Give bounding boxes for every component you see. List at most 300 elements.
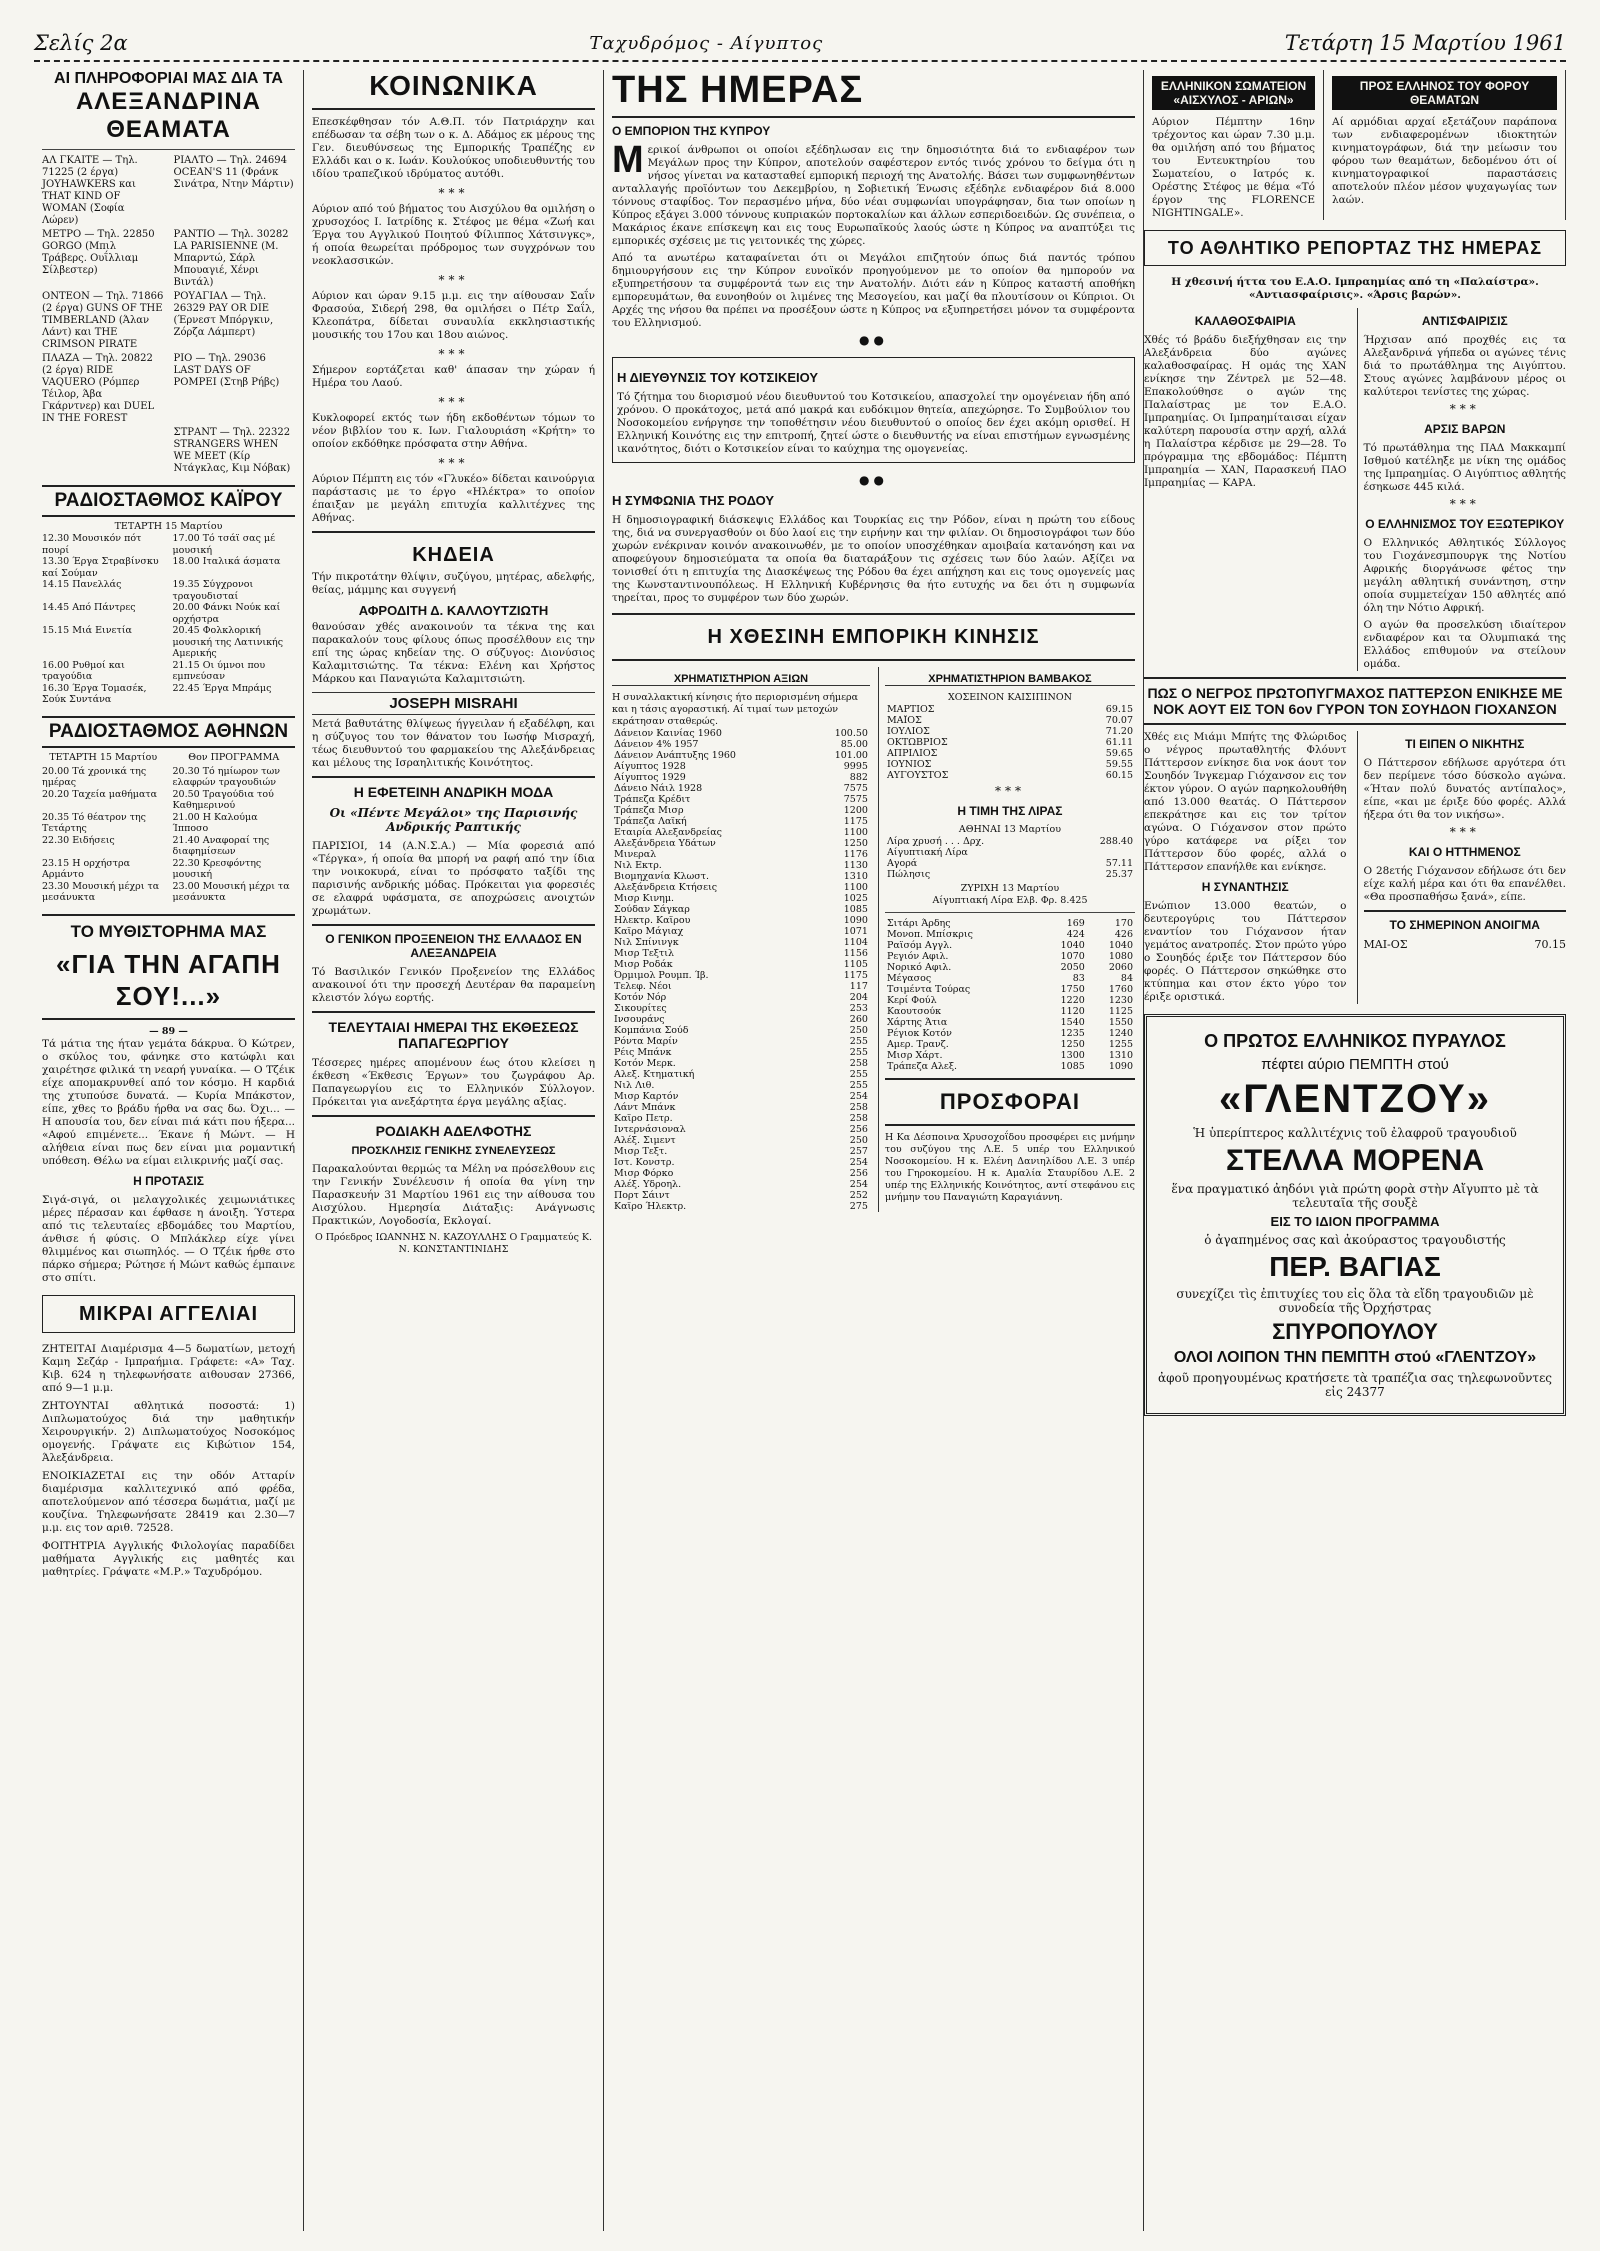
share-row <box>885 1017 1135 1028</box>
price-value: 1156 <box>843 948 868 959</box>
price-label: Αγορά <box>886 858 918 869</box>
price-label: Δάνειον Ανάπτυξης 1960 <box>614 750 736 761</box>
fashion-title: Η ΕΦΕΤΕΙΝΗ ΑΝΔΡΙΚΗ ΜΟΔΑ <box>353 784 554 800</box>
radio-cairo-date: ΤΕΤΑΡΤΗ 15 Μαρτίου <box>114 521 223 532</box>
lira-title: Η ΤΙΜΗ ΤΗΣ ΛΙΡΑΣ <box>957 804 1063 818</box>
cinema-listing: ΜΕΤΡΟ — Τηλ. 22850 GORGO (Μπιλ Τράβερς. Ουΐλλιαμ Σίλβεστερ) <box>42 229 155 276</box>
ad-line-2: πέφτει αύριο ΠΕΜΠΤΗ στού <box>1261 1056 1449 1073</box>
exhibit-title: ΤΕΛΕΥΤΑΙΑΙ ΗΜΕΡΑΙ ΤΗΣ ΕΚΘΕΣΕΩΣ ΠΑΠΑΓΕΩΡΓΙΟΥ <box>328 1019 579 1051</box>
price-label: Πώλησις <box>886 869 931 880</box>
stock-row <box>612 1157 870 1168</box>
price-label: Μονοπ. Μπίσκρις <box>886 929 973 940</box>
lira-row <box>885 847 1135 858</box>
price-label: Καουτσούκ <box>886 1006 942 1017</box>
social-item: Αύριον από τού βήματος του Αισχύλου θα ομιλήση ο χρυσοχόος Ι. Ιατρίδης κ. Στέφος με θέμα «Ζωή και Έργα του Αγγλικού Ποιητού Φίλιππος Χάτσινγκς», ή οποία θεωρείται πρόδρομος των συγχρόνων του νεοκλασσικών. <box>312 203 595 267</box>
tennis-text: Ήρχισαν από προχθές εις τα Αλεξανδρινά γήπεδα οι αγώνες τένις διά το πρωτάθλημα της Αιγύπτου. Στους αγώνες λαμβάνουν μέρος οι καλύτεροι τενίστες της χώρας. <box>1363 334 1566 398</box>
price-value: 1176 <box>843 849 868 860</box>
novel-text-2: Σιγά-σιγά, οι μελαγχολικές χειμωνιάτικες μέρες πέρασαν και έφθασε η άνοιξη. Ύστερα από τις τελευταίες εβδομάδες του Μαρτίου, άνθισε ή φύσις. Ο Μπλάκλερ είχε γίνει θλιμμένος και σιωπηλός. — Ο Τζέικ ήρθε στο πάρκο σήμερα; Ρώτησε ή Μώντ καθώς έμπαινε στο σπίτι. <box>42 1193 295 1284</box>
price-label: Ιστ. Κονστρ. <box>614 1157 675 1168</box>
price-label: Ιντερνάσιοναλ <box>614 1124 686 1135</box>
price-value: 71.20 <box>1105 726 1133 737</box>
novel-label: ΤΟ ΜΥΘΙΣΤΟΡΗΜΑ ΜΑΣ <box>70 921 267 941</box>
lira-row <box>885 869 1135 880</box>
price-value: 101.00 <box>834 750 868 761</box>
price-label: Βιομηχανία Κλωστ. <box>614 871 710 882</box>
price-label: Νιλ Λιθ. <box>614 1080 655 1091</box>
ad-line-6: ὁ ἀγαπημένος σας καὶ ἀκούραστος τραγουδιστής <box>1204 1233 1506 1247</box>
price-value: 1255 <box>1108 1039 1133 1050</box>
price-label: Λάντ Μπάνκ <box>614 1102 676 1113</box>
price-label: Μινεραλ <box>614 849 657 860</box>
price-label: Λίρα χρυσή . . . Δρχ. <box>886 836 985 847</box>
stock-intro: Η συναλλακτική κίνησις ήτο περιορισμένη σήμερα και η τάσις αγοραστική. Αί τιμαί των μετοχών εκράτησαν σταθερώς. <box>612 692 858 727</box>
social-item: Αύριον Πέμπτη εις τόν «Γλυκέο» δίδεται καινούργια παράστασις με το έργο «Ηλέκτρα» το οποίον έπαιξαν με μεγάλη επιτυχία καλλιτέχνες της Αθήνας. <box>312 473 595 524</box>
price-value: 1085 <box>843 904 868 915</box>
newspaper-name: Ταχυδρόμος - Αίγυπτος <box>589 32 824 54</box>
price-value: 1250 <box>843 838 868 849</box>
issue-date: Τετάρτη 15 Μαρτίου 1961 <box>1284 31 1566 55</box>
stock-row <box>612 783 870 794</box>
stock-row <box>612 1025 870 1036</box>
stock-row <box>612 1168 870 1179</box>
stock-row <box>612 816 870 827</box>
cinema-listing <box>42 427 164 475</box>
price-label: Μέγασος <box>886 973 932 984</box>
stock-row <box>612 926 870 937</box>
price-label: Καϊρο Ήλεκτρ. <box>614 1201 687 1212</box>
price-value: 57.11 <box>1105 858 1133 869</box>
funeral-title: ΚΗΔΕΙΑ <box>412 544 495 566</box>
society-text: Αύριον Πέμπτην 16ην τρέχοντος και ώραν 7.30 μ.μ. θα ομιλήση από του βήματος του Εντευκτηρίου του Σωματείου, ο Ιατρός κ. Ορέστης Στέφος με θέμα «Τό έργον της FLORENCE NIGHTINGALE». <box>1152 116 1315 219</box>
loser-text: Ο 28ετής Γιόχανσον εδήλωσε ότι δεν είχε καλή μέρα και ότι θα επανέλθει. «Θα προσπαθήσω ξανά», είπε. <box>1363 865 1566 903</box>
cinema-listing: ΡΙΟ — Τηλ. 29036 LAST DAYS OF POMPEI (Στηβ Ρήβς) <box>173 353 280 388</box>
stock-row <box>612 948 870 959</box>
price-label: Αμερ. Τρανζ. <box>886 1039 949 1050</box>
price-value: 1250 <box>1060 1039 1085 1050</box>
price-label: Σικουρίτες <box>614 1003 667 1014</box>
page-number: Σελίς 2α <box>34 31 128 55</box>
price-value: 257 <box>849 1146 868 1157</box>
stock-row <box>612 882 870 893</box>
classifieds-list <box>42 1343 295 1579</box>
price-value: 252 <box>849 1190 868 1201</box>
price-value: 204 <box>849 992 868 1003</box>
price-value: 59.65 <box>1105 748 1133 759</box>
stock-row <box>612 761 870 772</box>
ad-line-4: ἕνα πραγματικό ἀηδόνι γιὰ πρώτη φορὰ στὴν Αἴγυπτο μὲ τὰ τελευταῖα τῆς σουξὲ <box>1171 1182 1539 1210</box>
ad-orchestra: ΣΠΥΡΟΠΟΥΛΟΥ <box>1272 1319 1438 1344</box>
cotton-row <box>885 737 1135 748</box>
price-value: 84 <box>1120 973 1133 984</box>
share-row <box>885 1039 1135 1050</box>
price-value: 169 <box>1066 918 1085 929</box>
masthead <box>34 30 1566 62</box>
rhodes-text: Η δημοσιογραφική διάσκεψις Ελλάδος και Τουρκίας εις την Ρόδον, είναι η πρώτη του είδους της, διά να συνεργασθούν οι δύο λαοί εις την ειρήνην και την φιλίαν. Οι δημοσιογράφοι των δύο χωρών ενέκριναν κοινόν ανακοινωθέν, με το οποίον υποσχέθηκαν αμοιβαία κατανόηση και να αποφεύγουν δημοσιεύματα τα οποία θα διαταράξουν τις σχέσεις των δύο λαών. Αξίζει να τονισθεί ότι η επιτυχία της Διασκέψεως της Ρόδου θα έχει απήχηση και εις τους ομογενείς μας της Κωνσταντινουπόλεως. Η Ελληνική Κυβέρνησις θα ήτο ευτυχής να δει ότι η συμφωνία τηρείται, προς το συμφέρον των δύο χωρών. <box>612 514 1135 604</box>
stock-row <box>612 1124 870 1135</box>
price-value: 1550 <box>1108 1017 1133 1028</box>
ad-line-7: συνεχίζει τὶς ἐπιτυχίες του εἰς ὅλα τὰ εἴδη τραγουδιῶν μὲ συνοδεία τῆς Ὀρχήστρας <box>1176 1287 1534 1315</box>
price-value: 258 <box>849 1058 868 1069</box>
opening-month: ΜΑΙ-ΟΣ <box>1363 938 1408 951</box>
radio-program: 20.35 Τό θέατρον της Τετάρτης <box>42 811 146 834</box>
price-value: 275 <box>849 1201 868 1212</box>
opening-row <box>1364 938 1567 951</box>
cyprus-text-2: Από τα ανωτέρω καταφαίνεται ότι οι Μεγάλοι επιζητούν όπως διά παντός τρόπου δημιουργήσουν εις την Κύπρον ευνοϊκόν προηγούμενον με το οποίον θα ημπορούν να εξυπηρετήσουν τα συμφέροντά των εις την Ανατολήν. Διότι εάν η Κύπρος καταστή αποθήκη εμπορευμάτων, θα ευνοηθούν οι λιμένες της Μεσογείου, και μαζί θα πλουτίσουν οι Κύπριοι. Οι Αρχές της νήσου θα πρέπει να προσέξουν ώστε η Κύπρος να εξυπηρετήσει μόνον τα συμφέροντα του Ελληνισμού. <box>612 252 1135 329</box>
price-label: Σούδαν Σάγκαρ <box>614 904 690 915</box>
cinema-listings <box>42 155 295 475</box>
price-label: Ρόντα Μαρίν <box>614 1036 678 1047</box>
radio-program: 20.50 Τραγούδια τού Καθημερινού <box>172 788 274 811</box>
price-value: 1090 <box>1108 1061 1133 1072</box>
share-row <box>885 973 1135 984</box>
price-value: 1310 <box>1108 1050 1133 1061</box>
stock-row <box>612 992 870 1003</box>
radio-athens-header: Θον ΠΡΟΓΡΑΜΜΑ <box>188 751 280 763</box>
stock-row <box>612 871 870 882</box>
ad-line-3: Ἡ ὑπερίπτερος καλλιτέχνις τοῦ ἐλαφροῦ τραγουδιοῦ <box>1193 1126 1517 1140</box>
radio-program: 14.45 Από Πάντρες <box>42 602 136 613</box>
price-label: ΑΠΡΙΛΙΟΣ <box>886 748 938 759</box>
cotton-block: ΧΡΗΜΑΤΙΣΤΗΡΙΟΝ ΒΑΜΒΑΚΟΣ ΧΟΣΕΙΝΟΝ ΚΑΙΣΙΠΙΝΟΝ ΜΑΡΤΙΟΣ 69.15 ΜΑΪΟΣ 70.07 ΙΟΥΛΙΟΣ 71.20 ΟΚΤΩΒΡΙΟΣ 61.11 ΑΠΡΙΛΙΟΣ 59.65 ΙΟΥΝΙΟΣ 59.55 ΑΥΓΟΥΣΤΟΣ 60.15 *** Η ΤΙΜΗ ΤΗΣ ΛΙΡΑΣ ΑΘΗΝΑΙ 13 Μαρτίου Λίρα χρυσή . . . Δρχ. 288.40 Αίγυπτιακή Λίρα Αγορά 57.11 Πώλησις 25.37 ΖΥΡΙΧΗ 13 Μαρτίου Αίγυπτιακή Λίρα Ελβ. Φρ. 8.425 Σιτάρι Άρδης 169 170 Μονοπ. Μπίσκρις 424 426 Ραϊσόμ Αγγλ. 1040 1040 Ρεγιόν Αφιλ. 1070 1080 Νορικό Αφιλ. 2050 2060 Μέγασος 83 84 Τσιμέντα Τούρας 1750 1760 Κερί Φούλ 1220 1230 Καουτσούκ 1120 1125 Χάρτης Άτια 1540 1550 Ρέγιοκ Κοτόν 1235 1240 Αμερ. Τρανζ. 1250 1255 Μισρ Χάρτ. 1300 1310 Τράπεζα Αλεξ. 1085 1090 ΠΡΟΣΦΟΡΑΙ Η Κα Δέσποινα Χρυσοχοΐδου προσφέρει εις μνήμην του συζύγου της Λ.Ε. 5 υπέρ του Ελληνικού Νοσοκομείου. Η κ. Ελένη Δανιηλίδου Λ.Ε. 3 υπέρ του Γηροκομείου. Η κ. Αμαλία Σταυρίδου Λ.Ε. 2 υπέρ της Ελληνικής Κοινότητος, αντί στεφάνου εις μνήμην του Παναγιώτη Καραγιάννη. <box>878 667 1135 1212</box>
price-value: 7575 <box>843 794 868 805</box>
price-label: Δάνειον Καινίας 1960 <box>614 728 722 739</box>
radio-athens-date: ΤΕΤΑΡΤΗ 15 Μαρτίου <box>49 751 158 763</box>
column-1 <box>34 70 304 2231</box>
ad-venue: «ΓΛΕΝΤΖΟΥ» <box>1219 1077 1491 1121</box>
stock-row <box>612 1003 870 1014</box>
ad-line-1: Ο ΠΡΩΤΟΣ ΕΛΛΗΝΙΚΟΣ ΠΥΡΑΥΛΟΣ <box>1204 1031 1506 1051</box>
stock-row <box>612 838 870 849</box>
price-value: 1175 <box>843 970 868 981</box>
column-2 <box>304 70 604 2231</box>
shares-table <box>885 918 1135 1072</box>
classifieds-title: ΜΙΚΡΑΙ ΑΓΓΕΛΙΑΙ <box>78 1302 259 1325</box>
price-value: 1760 <box>1108 984 1133 995</box>
lira-row <box>885 836 1135 847</box>
radio-program: 20.00 Τά χρονικά της ημέρας <box>42 765 147 788</box>
radio-program: 12.30 Μουσικόν πότ πουρί <box>42 533 142 556</box>
radio-program: 16.30 Έργα Τομασέκ, Σούκ Συντάνα <box>42 682 147 705</box>
price-label: Κοτόν Νόρ <box>614 992 667 1003</box>
price-value: 254 <box>849 1157 868 1168</box>
stock-row <box>612 937 870 948</box>
price-value: 1220 <box>1060 995 1085 1006</box>
zurich-rate: Αίγυπτιακή Λίρα Ελβ. Φρ. 8.425 <box>932 895 1088 906</box>
advertisement <box>1144 1014 1566 1416</box>
price-value: 85.00 <box>840 739 868 750</box>
zurich-date: ΖΥΡΙΧΗ 13 Μαρτίου <box>960 883 1060 894</box>
share-row <box>885 918 1135 929</box>
cotton-row <box>885 759 1135 770</box>
price-label: Όρμιμολ Ρουμπ. Ίβ. <box>614 970 709 981</box>
columns <box>34 70 1566 2231</box>
abroad-title: Ο ΕΛΛΗΝΙΣΜΟΣ ΤΟΥ ΕΞΩΤΕΡΙΚΟΥ <box>1365 517 1565 531</box>
price-label: Μισρ Ροδάκ <box>614 959 673 970</box>
stock-row <box>612 981 870 992</box>
price-value: 258 <box>849 1102 868 1113</box>
price-label: Σιτάρι Άρδης <box>886 918 951 929</box>
cyprus-title: Ο ΕΜΠΟΡΙΟΝ ΤΗΣ ΚΥΠΡΟΥ <box>612 124 771 138</box>
stock-row <box>612 1014 870 1025</box>
society-title: ΕΛΛΗΝΙΚΟΝ ΣΩΜΑΤΕΙΟΝ «ΑΙΣΧΥΛΟΣ - ΑΡΙΩΝ» <box>1152 76 1315 110</box>
cinema-listing: ΡΑΝΤΙΟ — Τηλ. 30282 LA PARISIENNE (Μ. Μπαρντώ, Σάρλ Μπουαγιέ, Χένρι Βιντάλ) <box>173 229 289 288</box>
price-value: 288.40 <box>1099 836 1133 847</box>
price-label: Αλεξάνδρεια Κτήσεις <box>614 882 718 893</box>
price-label: ΑΥΓΟΥΣΤΟΣ <box>886 770 949 781</box>
ad-line-9: ἀφοῦ προηγουμένως κρατήσετε τὰ τραπέζια σας τηλεφωνοῦντες εἰς 24377 <box>1157 1371 1553 1399</box>
stock-row <box>612 1080 870 1091</box>
cyprus-text: Μερικοί άνθρωποι οι οποίοι εξέδηλωσαν εις την δημοσιότητα διά το ενδιαφέρον των Μεγάλων προς την Κύπρον, αποτελούν σαφέστερον εντός τινός χρόνου το δείγμα ότι η νήσος γίνεται να κατασταθεί εμπορική περιοχή της Ανατολής. Βάσει των συμφωνηθέντων ανταλλαγής προϊόντων του Δεκεμβρίου, η Σοβιετική Ένωσις εξέδηλε ενδιαφέρον διά 8.000 τόννους σταφίδος. Τον περασμένο μήνα, δύο νέαι συμφωνίαι υπογράφησαν, δια των οποίων η Κύπρος εξάγει 3.000 τόννους κυπριακών πορτοκαλίων και άλλων εσπεριδοειδών. Ως συνέπεια, ο Μακάριος έκανε επίσκεψη και εις τους Ευρωπαϊκούς λαούς ώστε η Κύπρος να αναπτύξει τις εμπορικές σχέσεις με τις γειτονικές της χώρες. <box>612 139 1135 247</box>
price-value: 250 <box>849 1025 868 1036</box>
cotton-header: ΧΟΣΕΙΝΟΝ ΚΑΙΣΙΠΙΝΟΝ <box>947 692 1072 703</box>
price-label: Κομπάνια Σούδ <box>614 1025 689 1036</box>
stock-row <box>612 827 870 838</box>
price-value: 1100 <box>843 882 868 893</box>
tennis-title: ΑΝΤΙΣΦΑΙΡΙΣΙΣ <box>1421 314 1508 328</box>
winner-title: ΤΙ ΕΙΠΕΝ Ο ΝΙΚΗΤΗΣ <box>1405 737 1525 751</box>
cinema-listing: ΡΟΥΑΓΙΑΛ — Τηλ. 26329 PAY OR DIE (Έρνεστ Μπόργκιν, Ζόρζα Λάμπερτ) <box>173 291 274 338</box>
lira-date: ΑΘΗΝΑΙ 13 Μαρτίου <box>958 824 1062 835</box>
share-row <box>885 1028 1135 1039</box>
price-value: 1540 <box>1060 1017 1085 1028</box>
price-label: Αίγυπτος 1928 <box>614 761 686 772</box>
price-value: 1100 <box>843 827 868 838</box>
cotton-row <box>885 726 1135 737</box>
sports-title: ΤΟ ΑΘΛΗΤΙΚΟ ΡΕΠΟΡΤΑΖ ΤΗΣ ΗΜΕΡΑΣ <box>1167 238 1543 258</box>
stock-row <box>612 1190 870 1201</box>
price-label: Κερί Φούλ <box>886 995 937 1006</box>
cotton-row <box>885 704 1135 715</box>
ad-line-5: ΕΙΣ ΤΟ ΙΔΙΟΝ ΠΡΟΓΡΑΜΜΑ <box>1270 1214 1440 1229</box>
loser-title: ΚΑΙ Ο ΗΤΤΗΜΕΝΟΣ <box>1408 845 1521 859</box>
stock-row <box>612 1135 870 1146</box>
market-title: Η ΧΘΕΣΙΝΗ ΕΜΠΟΡΙΚΗ ΚΙΝΗΣΙΣ <box>707 626 1040 648</box>
stock-table <box>612 728 870 1212</box>
price-label: Τράπεζα Λαϊκή <box>614 816 687 827</box>
price-value: 424 <box>1066 929 1085 940</box>
stock-row <box>612 1091 870 1102</box>
kotsikeio-title: Η ΔΙΕΥΘΥΝΣΙΣ ΤΟΥ ΚΟΤΣΙΚΕΙΟΥ <box>617 370 819 385</box>
price-label: Ρεγιόν Αφιλ. <box>886 951 949 962</box>
abroad-text-2: Ο αγών θα προσελκύση ιδιαίτερον ενδιαφέρον και τα Ολυμπιακά της Ελλάδος επιθυμούν να στείλουν ομάδα. <box>1363 619 1566 670</box>
classified-ad: ΖΗΤΕΙΤΑΙ Διαμέρισμα 4—5 δωματίων, μετοχή Καμη Σεζάρ - Ιμπραήμια. Γράφετε: «Α» Ταχ. Κιβ. 624 η τηλεφωνήσατε αιθουσαν 27366, από 9—1 μ.μ. <box>42 1342 295 1394</box>
price-value: 255 <box>849 1080 868 1091</box>
radio-program: 14.15 Πανελλάς <box>42 579 122 590</box>
fashion-sub: Οι «Πέντε Μεγάλοι» της Παρισινής Ανδρικής Ραπτικής <box>329 806 578 834</box>
funeral-intro: Τήν πικροτάτην θλίψιν, συζύγου, μητέρας, αδελφής, θείας, μάμμης και συγγενή <box>312 571 595 596</box>
price-value: 2060 <box>1108 962 1133 973</box>
joseph-text: Μετά βαθυτάτης θλίψεως ήγγειλαν ή εξαδέλφη, και η σύζυγος του τον θάνατον του Ιωσήφ Μισραχή, τέως διευθυντού του φαρμακείου της Αλεξάνδρειας και μέλους της Ισραηλιτικής Κοινότητος. <box>312 718 595 769</box>
radio-athens-title: ΡΑΔΙΟΣΤΑΘΜΟΣ ΑΘΗΝΩΝ <box>42 716 295 748</box>
price-label: Τελεφ. Νέοι <box>614 981 672 992</box>
price-label: Αίγυπτιακή Λίρα <box>886 847 968 858</box>
classified-ad: ΦΟΙΤΗΤΡΙΑ Αγγλικής Φιλολογίας παραδίδει μαθήματα Αγγλικής εις μαθητές και μαθητρίες. Γράψατε «Μ.Ρ.» Ταχυδρόμου. <box>42 1539 295 1578</box>
exhibit-text: Τέσσερες ημέρες απομένουν έως ότου κλείσει η έκθεση «Έκθεσις Έργων» του ζωγράφου Αρ. Παπαγεωργίου εις το Ελληνικόν Σύλλογον. Πρόκειται για ανεξάρτητα έργα μεγάλης αξίας. <box>312 1057 595 1108</box>
price-label: ΜΑΪΟΣ <box>886 715 922 726</box>
cinema-listing: ΑΛ ΓΚΑΙΤΕ — Τηλ. 71225 (2 έργα) JOYHAWKERS και THAT KIND OF WOMAN (Σοφία Λώρεν) <box>42 155 138 226</box>
price-value: 1025 <box>843 893 868 904</box>
tax-title: ΠΡΟΣ ΕΛΛΗΝΟΣ ΤΟΥ ΦΟΡΟΥ ΘΕΑΜΑΤΩΝ <box>1332 76 1557 110</box>
share-row <box>885 1061 1135 1072</box>
social-item: Κυκλοφορεί εκτός των ήδη εκδοθέντων τόμων το νέον βιβλίον του κ. Ιων. Γιαλουριάση «Κρήτη» το οποίον εκδόθηκε πρόσφατα στην Αθήνα. <box>312 412 595 450</box>
price-value: 254 <box>849 1091 868 1102</box>
social-items: Επεσκέφθησαν τόν Α.Θ.Π. τόν Πατριάρχην και επέδωσαν τα σέβη των ο κ. Δ. Αδάμος εκ μέρους της Γεν. διευθύνσεως της Εμπορικής Τραπέζης εν Ελλάδι και ο κ. Ιωάν. Κουλούκος υποδιευθυντής του ιδίου τραπεζικού ιδρύματος αυτόθι. *** Αύριον από τού βήματος του Αισχύλου θα ομιλήση ο χρυσοχόος Ι. Ιατρίδης κ. Στέφος με θέμα «Ζωή και Έργα του Αγγλικού Ποιητού Φίλιππος Χάτσινγκς», ή οποία θεωρείται πρόδρομος των συγχρόνων του νεοκλασσικών. *** Αύριον και ώραν 9.15 μ.μ. εις την αίθουσαν Σαΐν Φρασούα, Σιδερή 298, θα ομιλήσει ο Πέτρ Σαΐλ, Κλεοπάτρα, δίδεται συναυλία εκκλησιαστικής μουσικής του 17ου και 18ου αιώνος. *** Σήμερον εορτάζεται καθ' άπασαν την χώραν ή Ημέρα του Λαού. *** Κυκλοφορεί εκτός των ήδη εκδοθέντων τόμων το νέον βιβλίον του κ. Ιων. Γιαλουριάση «Κρήτη» το οποίον εκδόθηκε πρόσφατα στην Αθήνα. *** Αύριον Πέμπτη εις τόν «Γλυκέο» δίδεται καινούργια παράστασις με το έργο «Ηλέκτρα» το οποίον έπαιξαν με μεγάλη επιτυχία καλλιτέχνες της Αθήνας. <box>312 116 595 524</box>
price-value: 1070 <box>1060 951 1085 962</box>
column-3 <box>604 70 1144 2231</box>
price-value: 7575 <box>843 783 868 794</box>
basket-text: Χθές τό βράδυ διεξήχθησαν εις την Αλεξάνδρεια δύο αγώνες καλαθοσφαίρας. Η ομάς της ΧΑΝ ενίκησε την Ζέντρελ με 52—48. Επακολούθησε ο αγών της Παλαίστρας με τον Ε.Α.Ο. Ιμπραημίας. Οι Ιμπραημίταισαι είχαν καλύτερη παρουσία στην αρχή, αλλά η Παλαίστρα κέρδισε με 29—28. Το πρόγραμμα της εβδομάδος: Πέμπτη Ιμπραημία — ΧΑΝ, Παρασκευή ΠΑΟ Ιμπραημίας — ΚΑΡΑ. <box>1144 334 1347 489</box>
price-value: 1090 <box>843 915 868 926</box>
social-item: Σήμερον εορτάζεται καθ' άπασαν την χώραν ή Ημέρα του Λαού. <box>312 364 595 389</box>
rhodian-text: Παρακαλούνται θερμώς τα Μέλη να πρόσελθουν εις την Γενικήν Συνέλευσιν ή οποία θα γίνη την Παρασκευήν 31 Μαρτίου 1961 εις την αίθουσα του Αισχύλου. Ημερησία Διάταξις: Ανάγνωσις Πρακτικών, Λογοδοσία, Εκλογαί. <box>312 1163 595 1227</box>
price-value: 2050 <box>1060 962 1085 973</box>
price-label: ΙΟΥΝΙΟΣ <box>886 759 932 770</box>
stock-row <box>612 728 870 739</box>
weights-text: Τό πρωτάθλημα της ΠΑΔ Μακκαμπί Ισθμού κατέληξε με νίκη της ομάδος της Ιμπραημίας. Ο Αιγύπτιος αθλητής έσηκωσε 445 κιλά. <box>1363 442 1566 493</box>
price-label: ΙΟΥΛΙΟΣ <box>886 726 930 737</box>
price-label: Ραϊσόμ Αγγλ. <box>886 940 953 951</box>
ad-star: ΣΤΕΛΛΑ ΜΟΡΕΝΑ <box>1225 1144 1485 1177</box>
basket-title: ΚΑΛΑΘΟΣΦΑΙΡΙΑ <box>1194 314 1296 328</box>
share-row <box>885 984 1135 995</box>
price-label: Μισρ Φόρκο <box>614 1168 674 1179</box>
stock-row <box>612 794 870 805</box>
joseph-name: JOSEPH MISRAHI <box>312 692 595 715</box>
radio-cairo-schedule <box>42 533 295 706</box>
price-label: Τράπεζα Μισρ <box>614 805 684 816</box>
rhodian-title: ΡΟΔΙΑΚΗ ΑΔΕΛΦΟΤΗΣ <box>375 1123 532 1139</box>
radio-program: 13.30 Έργα Στραβίνσκυ καί Σούμαν <box>42 556 159 579</box>
shows-title: ΑΛΕΞΑΝΔΡΙΝΑ ΘΕΑΜΑΤΑ <box>75 88 262 143</box>
rhodes-title: Η ΣΥΜΦΩΝΙΑ ΤΗΣ ΡΟΔΟΥ <box>612 493 774 508</box>
stock-row <box>612 772 870 783</box>
stock-row <box>612 860 870 871</box>
cinema-listing: ΠΛΑΖΑ — Τηλ. 20822 (2 έργα) RIDE VAQUERO (Ρόμπερ Τέιλορ, Άβα Γκάρντνερ) και DUEL IN THE FOREST <box>42 353 155 424</box>
cotton-row <box>885 715 1135 726</box>
stock-row <box>612 1069 870 1080</box>
stock-row <box>612 1146 870 1157</box>
rhodian-sub: ΠΡΟΣΚΛΗΣΙΣ ΓΕΝΙΚΗΣ ΣΥΝΕΛΕΥΣΕΩΣ <box>351 1145 556 1157</box>
stocks-block <box>612 667 870 1212</box>
price-label: Τσιμέντα Τούρας <box>886 984 971 995</box>
abroad-text: Ο Ελληνικός Αθλητικός Σύλλογος του Γιοχάνεσμπουργκ της Νοτίου Αφρικής διοργάνωσε φέτος την μεγάλη αθλητική συνάντηση, στην οποία συμμετείχαν 150 αθλητές από όλη την Νότιο Αφρική. <box>1363 537 1566 614</box>
cotton-table <box>885 704 1135 781</box>
price-value: 1235 <box>1060 1028 1085 1039</box>
price-label: Αλέξ. Σιμεντ <box>614 1135 676 1146</box>
price-label: Αλεξ. Κτηματική <box>614 1069 695 1080</box>
price-value: 1120 <box>1060 1006 1085 1017</box>
radio-athens-schedule <box>42 766 295 904</box>
novel-part: — 89 — <box>149 1025 188 1037</box>
radio-program: 20.00 Φάνκι Νούκ καί ορχήστρα <box>172 602 281 625</box>
price-value: 253 <box>849 1003 868 1014</box>
stock-row <box>612 915 870 926</box>
cotton-row <box>885 770 1135 781</box>
share-row <box>885 962 1135 973</box>
radio-program: 20.30 Τό ημίωρον των ελαφρών τραγουδιών <box>172 765 281 788</box>
price-value: 255 <box>849 1069 868 1080</box>
radio-program: 19.35 Σύγχρονοι τραγουδισταί <box>172 579 254 602</box>
price-value: 61.11 <box>1105 737 1133 748</box>
match-title: Η ΣΥΝΑΝΤΗΣΙΣ <box>1201 880 1289 894</box>
novel-section: Η ΠΡΟΤΑΣΙΣ <box>133 1173 204 1188</box>
price-value: 1310 <box>843 871 868 882</box>
price-value: 255 <box>849 1036 868 1047</box>
price-value: 1200 <box>843 805 868 816</box>
price-label: Μισρ Κινημ. <box>614 893 675 904</box>
price-value: 25.37 <box>1105 869 1133 880</box>
stock-row <box>612 1113 870 1124</box>
price-value: 250 <box>849 1135 868 1146</box>
stock-row <box>612 904 870 915</box>
price-value: 1105 <box>843 959 868 970</box>
price-value: 1040 <box>1108 940 1133 951</box>
stock-row <box>612 1058 870 1069</box>
price-value: 69.15 <box>1105 704 1133 715</box>
ad-line-8: ΟΛΟΙ ΛΟΙΠΟΝ ΤΗΝ ΠΕΜΠΤΗ στού «ΓΛΕΝΤΖΟΥ» <box>1173 1349 1537 1366</box>
price-label: Δάνειο Νάιλ 1928 <box>614 783 703 794</box>
price-value: 9995 <box>843 761 868 772</box>
separator: ●● <box>859 333 888 347</box>
price-value: 882 <box>849 772 868 783</box>
stock-row <box>612 1036 870 1047</box>
price-label: Αλεξάνδρεια Υδάτων <box>614 838 716 849</box>
price-label: Καϊρο Μάγιαχ <box>614 926 684 937</box>
price-label: Μισρ Τεξτ. <box>614 1146 668 1157</box>
sports-intro: Η χθεσινή ήττα του Ε.Α.Ο. Ιμπραημίας από τη «Παλαίστρα». «Αντιασφαίρισις». «Άρσις βαρών». <box>1171 276 1539 301</box>
rhodian-sign: Ο Πρόεδρος ΙΩΑΝΝΗΣ Ν. ΚΑΖΟΥΛΛΗΣ Ο Γραμματεύς Κ. Ν. ΚΩΝΣΤΑΝΤΙΝΙΔΗΣ <box>314 1232 593 1255</box>
price-label: Τράπεζα Κρέδιτ <box>614 794 691 805</box>
social-item: Επεσκέφθησαν τόν Α.Θ.Π. τόν Πατριάρχην και επέδωσαν τα σέβη των ο κ. Δ. Αδάμος εκ μέρους της Γεν. διευθύνσεως της Εμπορικής Τραπέζης εν Ελλάδι και ο κ. Ιωάν. Κουλούκος υποδιευθυντής του ιδίου τραπεζικού ιδρύματος αυτόθι. <box>312 116 595 180</box>
price-label: Νορικό Αφιλ. <box>886 962 952 973</box>
cotton-row <box>885 748 1135 759</box>
stock-row <box>612 1201 870 1212</box>
stock-row <box>612 893 870 904</box>
radio-program: 20.20 Ταχεία μαθήματα <box>42 788 158 800</box>
stock-title: ΧΡΗΜΑΤΙΣΤΗΡΙΟΝ ΑΞΙΩΝ <box>612 673 870 686</box>
price-label: Χάρτης Άτια <box>886 1017 948 1028</box>
price-value: 1040 <box>1060 940 1085 951</box>
radio-program: 23.00 Μουσική μέχρι τα μεσάνυκτα <box>172 880 290 903</box>
share-row <box>885 940 1135 951</box>
novel-text: Τά μάτια της ήταν γεμάτα δάκρυα. Ό Κώτρεν, ο σκύλος του, φάνηκε στο κατώφλι και χαιρέτησε φιλικά τη νεαρή γυναίκα. — Ο Τζέικ είχε απομακρυνθεί από τον κόσμο. Η καρδιά της χτυπούσε δυνατά. — Κυρία Μπάκστον, είπε, χθες το βράδυ ήρθα να σας δω. Όχι... — Η απουσία του, δεν είναι πιά κάτι που ήξερα... «Αφού επιμένετε... Έκανε ή Μώντ. — Η αλήθεια είναι πως δεν είναι μια ρομαντική υπόθεση. Θέλω να είμαι ειλικρινής μαζί σας. <box>42 1037 295 1167</box>
winner-text: Ο Πάττερσον εδήλωσε αργότερα ότι δεν περίμενε τόσο δύσκολο αγώνα. «Ήταν πολύ δυνατός αντίπαλος», είπε, «και με έριξε δύο φορές. Αλλά ήξερα ότι θα τον νικήσω». <box>1363 757 1566 821</box>
price-value: 1240 <box>1108 1028 1133 1039</box>
price-label: Τράπεζα Αλεξ. <box>886 1061 958 1072</box>
stock-row <box>612 1102 870 1113</box>
stock-row <box>612 1179 870 1190</box>
radio-program: 18.00 Ιταλικά άσματα <box>172 556 281 567</box>
price-value: 83 <box>1072 973 1085 984</box>
separator: ●● <box>859 473 888 487</box>
price-value: 1130 <box>843 860 868 871</box>
price-value: 100.50 <box>834 728 868 739</box>
funeral-name: ΑΦΡΟΔΙΤΗ Δ. ΚΑΛΛΟΥΤΖΙΩΤΗ <box>358 603 549 618</box>
radio-program: 21.40 Αναφοραί της διαφημίσεων <box>172 834 270 857</box>
price-value: 1750 <box>1060 984 1085 995</box>
sports-section: ΤΟ ΑΘΛΗΤΙΚΟ ΡΕΠΟΡΤΑΖ ΤΗΣ ΗΜΕΡΑΣ Η χθεσινή ήττα του Ε.Α.Ο. Ιμπραημίας από τη «Παλαίστρα». «Αντιασφαίρισις». «Άρσις βαρών». ΚΑΛΑΘΟΣΦΑΙΡΙΑ Χθές τό βράδυ διεξήχθησαν εις την Αλεξάνδρεια δύο αγώνες καλαθοσφαίρας. Η ομάς της ΧΑΝ ενίκησε την Ζέντρελ με 52—48. Επακολούθησε ο αγών της Παλαίστρας με τον Ε.Α.Ο. Ιμπραημίας. Οι Ιμπραημίταισαι είχαν καλύτερη παρουσία στην αρχή, αλλά η Παλαίστρα κέρδισε με 29—28. Το πρόγραμμα της εβδομάδος: Πέμπτη Ιμπραημία — ΧΑΝ, Παρασκευή ΠΑΟ Ιμπραημίας — ΚΑΡΑ. ΑΝΤΙΣΦΑΙΡΙΣΙΣ Ήρχισαν από προχθές εις τα Αλεξανδρινά γήπεδα οι αγώνες τένις διά το πρωτάθλημα της Αιγύπτου. Στους αγώνες λαμβάνουν μέρος οι καλύτεροι τενίστες της χώρας. *** ΑΡΣΙΣ ΒΑΡΩΝ Τό πρωτάθλημα της ΠΑΔ Μακκαμπί Ισθμού κατέληξε με νίκη της ομάδος της Ιμπραημίας. Ο Αιγύπτιος αθλητής έσηκωσε 445 κιλά. *** Ο ΕΛΛΗΝΙΣΜΟΣ ΤΟΥ ΕΞΩΤΕΡΙΚΟΥ Ο Ελληνικός Αθλητικός Σύλλογος του Γιοχάνεσμπουργκ της Νοτίου Αφρικής διοργάνωσε φέτος την μεγάλη αθλητική συνάντηση, στην οποία συμμετείχαν 150 αθλητές από όλη την Νότιο Αφρική. Ο αγών θα προσελκύση ιδιαίτερον ενδιαφέρον και τα Ολυμπιακά της Ελλάδος επιθυμούν να στείλουν ομάδα. ΠΩΣ Ο ΝΕΓΡΟΣ ΠΡΩΤΟΠΥΓΜΑΧΟΣ ΠΑΤΤΕΡΣΟΝ ΕΝΙΚΗΣΕ ΜΕ ΝΟΚ ΑΟΥΤ ΕΙΣ ΤΟΝ 6ον ΓΥΡΟΝ ΤΟΝ ΣΟΥΗΔΟΝ ΓΙΟΧΑΝΣΟΝ Χθές εις Μιάμι Μπήτς της Φλώριδος ο νέγρος πρωταθλητής Φλόυντ Πάττερσον ενίκησε δια νοκ άουτ τον Σουηδόν Ίνγκεμαρ Γιόχανσον εις τον έκτον γύρον. Ο αγών παρηκολουθήθη από 13.000 θεατάς. Ο Πάττερσον επεκράτησε και εις τον τρίτον αγώνα. Ο Γιόχανσον στον πρώτο γύρο κατάφερε να ρίξει τον Πάττερσον δύο φορές, αλλά ο Πάττερσον επανήλθε και ενίκησε. Η ΣΥΝΑΝΤΗΣΙΣ Ενώπιον 13.000 θεατών, ο δευτερογύρις του Πάττερσον εναντίον του Γιόχανσον ήταν γεμάτος ανατροπές. Στον πρώτο γύρο ο Σουηδός έριξε τον Πάττερσον δύο φορές. Ο Πάττερσον σηκώθηκε στο κτύπημα και στον έκτο γύρο τον έριξε οριστικά. ΤΙ ΕΙΠΕΝ Ο ΝΙΚΗΤΗΣ Ο Πάττερσον εδήλωσε αργότερα ότι δεν περίμενε τόσο δύσκολο αγώνα. «Ήταν πολύ δυνατός αντίπαλος», είπε, «και με έριξε δύο φορές. Αλλά ήξερα ότι θα τον νικήσω». *** ΚΑΙ Ο ΗΤΤΗΜΕΝΟΣ Ο 28ετής Γιόχανσον εδήλωσε ότι δεν είχε καλή μέρα και ότι θα επανέλθει. «Θα προσπαθήσω ξανά», είπε. ΤΟ ΣΗΜΕΡΙΝΟΝ ΑΝΟΙΓΜΑ ΜΑΙ-ΟΣ 70.15 Ο ΠΡΩΤΟΣ ΕΛΛΗΝΙΚΟΣ ΠΥΡΑΥΛΟΣ πέφτει αύριο ΠΕΜΠΤΗ στού «ΓΛΕΝΤΖΟΥ» Ἡ ὑπερίπτερος καλλιτέχνις τοῦ ἐλαφροῦ τραγουδιοῦ ΣΤΕΛΛΑ ΜΟΡΕΝΑ ἕνα πραγματικό ἀηδόνι γιὰ πρώτη φορὰ στὴν Αἴγυπτο μὲ τὰ τελευταῖα τῆς σουξὲ ΕΙΣ ΤΟ ΙΔΙΟΝ ΠΡΟΓΡΑΜΜΑ ὁ ἀγαπημένος σας καὶ ἀκούραστος τραγουδιστής ΠΕΡ. ΒΑΓΙΑΣ συνεχίζει τὶς ἐπιτυχίες του εἰς ὅλα τὰ εἴδη τραγουδιῶν μὲ συνοδεία τῆς Ὀρχήστρας ΣΠΥΡΟΠΟΥΛΟΥ ΟΛΟΙ ΛΟΙΠΟΝ ΤΗΝ ΠΕΜΠΤΗ στού «ΓΛΕΝΤΖΟΥ» ἀφοῦ προηγουμένως κρατήσετε τὰ τραπέζια σας τηλεφωνοῦντες εἰς 24377 <box>1144 220 1566 2231</box>
radio-program: 21.00 Η Καλούμα Ίπποσο <box>172 811 258 834</box>
price-label: Νιλ Εκτρ. <box>614 860 662 871</box>
price-label: ΜΑΡΤΙΟΣ <box>886 704 935 715</box>
price-label: Ρέις Μπάνκ <box>614 1047 672 1058</box>
shows-kicker: ΑΙ ΠΛΗΡΟΦΟΡΙΑΙ ΜΑΣ ΔΙΑ ΤΑ <box>54 70 283 87</box>
price-value: 1300 <box>1060 1050 1085 1061</box>
radio-program: 22.30 Ειδήσεις <box>42 834 115 846</box>
price-label: Καϊρο Πετρ. <box>614 1113 673 1124</box>
price-value: 70.07 <box>1105 715 1133 726</box>
share-row <box>885 929 1135 940</box>
